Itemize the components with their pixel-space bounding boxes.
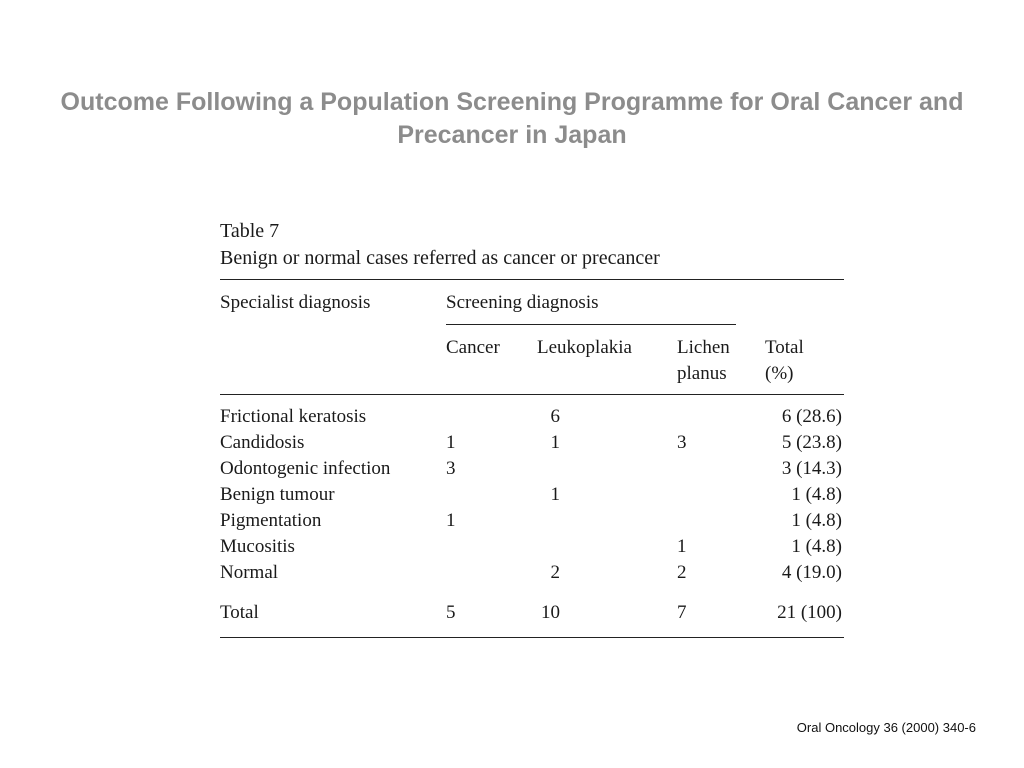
table-caption: Benign or normal cases referred as cancer or precancer: [220, 247, 660, 269]
cell-total: 1 (4.8): [791, 510, 842, 531]
cell-diagnosis: Benign tumour: [220, 484, 335, 505]
cell-lichen: 1: [677, 536, 687, 557]
header-cancer: Cancer: [446, 337, 500, 358]
cell-total: 1 (4.8): [791, 536, 842, 557]
cell-diagnosis: Odontogenic infection: [220, 458, 391, 479]
cell-diagnosis: Frictional keratosis: [220, 406, 367, 427]
cell-lichen: 3: [677, 432, 687, 453]
cell-cancer: 1: [446, 432, 456, 453]
cell-leukoplakia: 1: [550, 432, 560, 453]
cell-leukoplakia: 1: [550, 484, 560, 505]
cell-cancer: 1: [446, 510, 456, 531]
table-label: Table 7: [220, 220, 280, 242]
cell-diagnosis: Candidosis: [220, 432, 305, 453]
header-total: Total: [765, 337, 804, 358]
cell-cancer: 5: [446, 602, 456, 623]
cell-lichen: 7: [677, 602, 687, 623]
header-total-percent: (%): [765, 363, 794, 384]
cell-leukoplakia: 6: [550, 406, 560, 427]
header-planus: planus: [677, 363, 727, 384]
cell-lichen: 2: [677, 562, 687, 583]
header-lichen: Lichen: [677, 337, 730, 358]
header-leukoplakia: Leukoplakia: [537, 337, 632, 358]
cell-total: 4 (19.0): [781, 562, 842, 583]
cell-diagnosis: Pigmentation: [220, 510, 322, 531]
cell-total: 5 (23.8): [781, 432, 842, 453]
cell-leukoplakia: 10: [541, 602, 560, 623]
header-specialist-diagnosis: Specialist diagnosis: [220, 292, 371, 313]
cell-diagnosis: Normal: [220, 562, 279, 583]
cell-total: 6 (28.6): [781, 406, 842, 427]
cell-cancer: 3: [446, 458, 456, 479]
slide-title: Outcome Following a Population Screening Programme for Oral Cancer and Precancer in Japan: [60, 88, 964, 149]
screening-subheader-rule: [446, 324, 736, 325]
cell-total: 21 (100): [777, 602, 842, 623]
header-bottom-rule: [220, 394, 844, 395]
data-table: [220, 218, 844, 623]
cell-leukoplakia: 2: [550, 562, 560, 583]
header-screening-diagnosis: Screening diagnosis: [446, 292, 599, 313]
cell-diagnosis: Total: [220, 602, 259, 623]
cell-total: 1 (4.8): [791, 484, 842, 505]
table-top-rule: [220, 279, 844, 280]
table-bottom-rule: [220, 637, 844, 638]
cell-diagnosis: Mucositis: [220, 536, 295, 557]
source-citation: Oral Oncology 36 (2000) 340-6: [796, 720, 976, 735]
cell-total: 3 (14.3): [781, 458, 842, 479]
